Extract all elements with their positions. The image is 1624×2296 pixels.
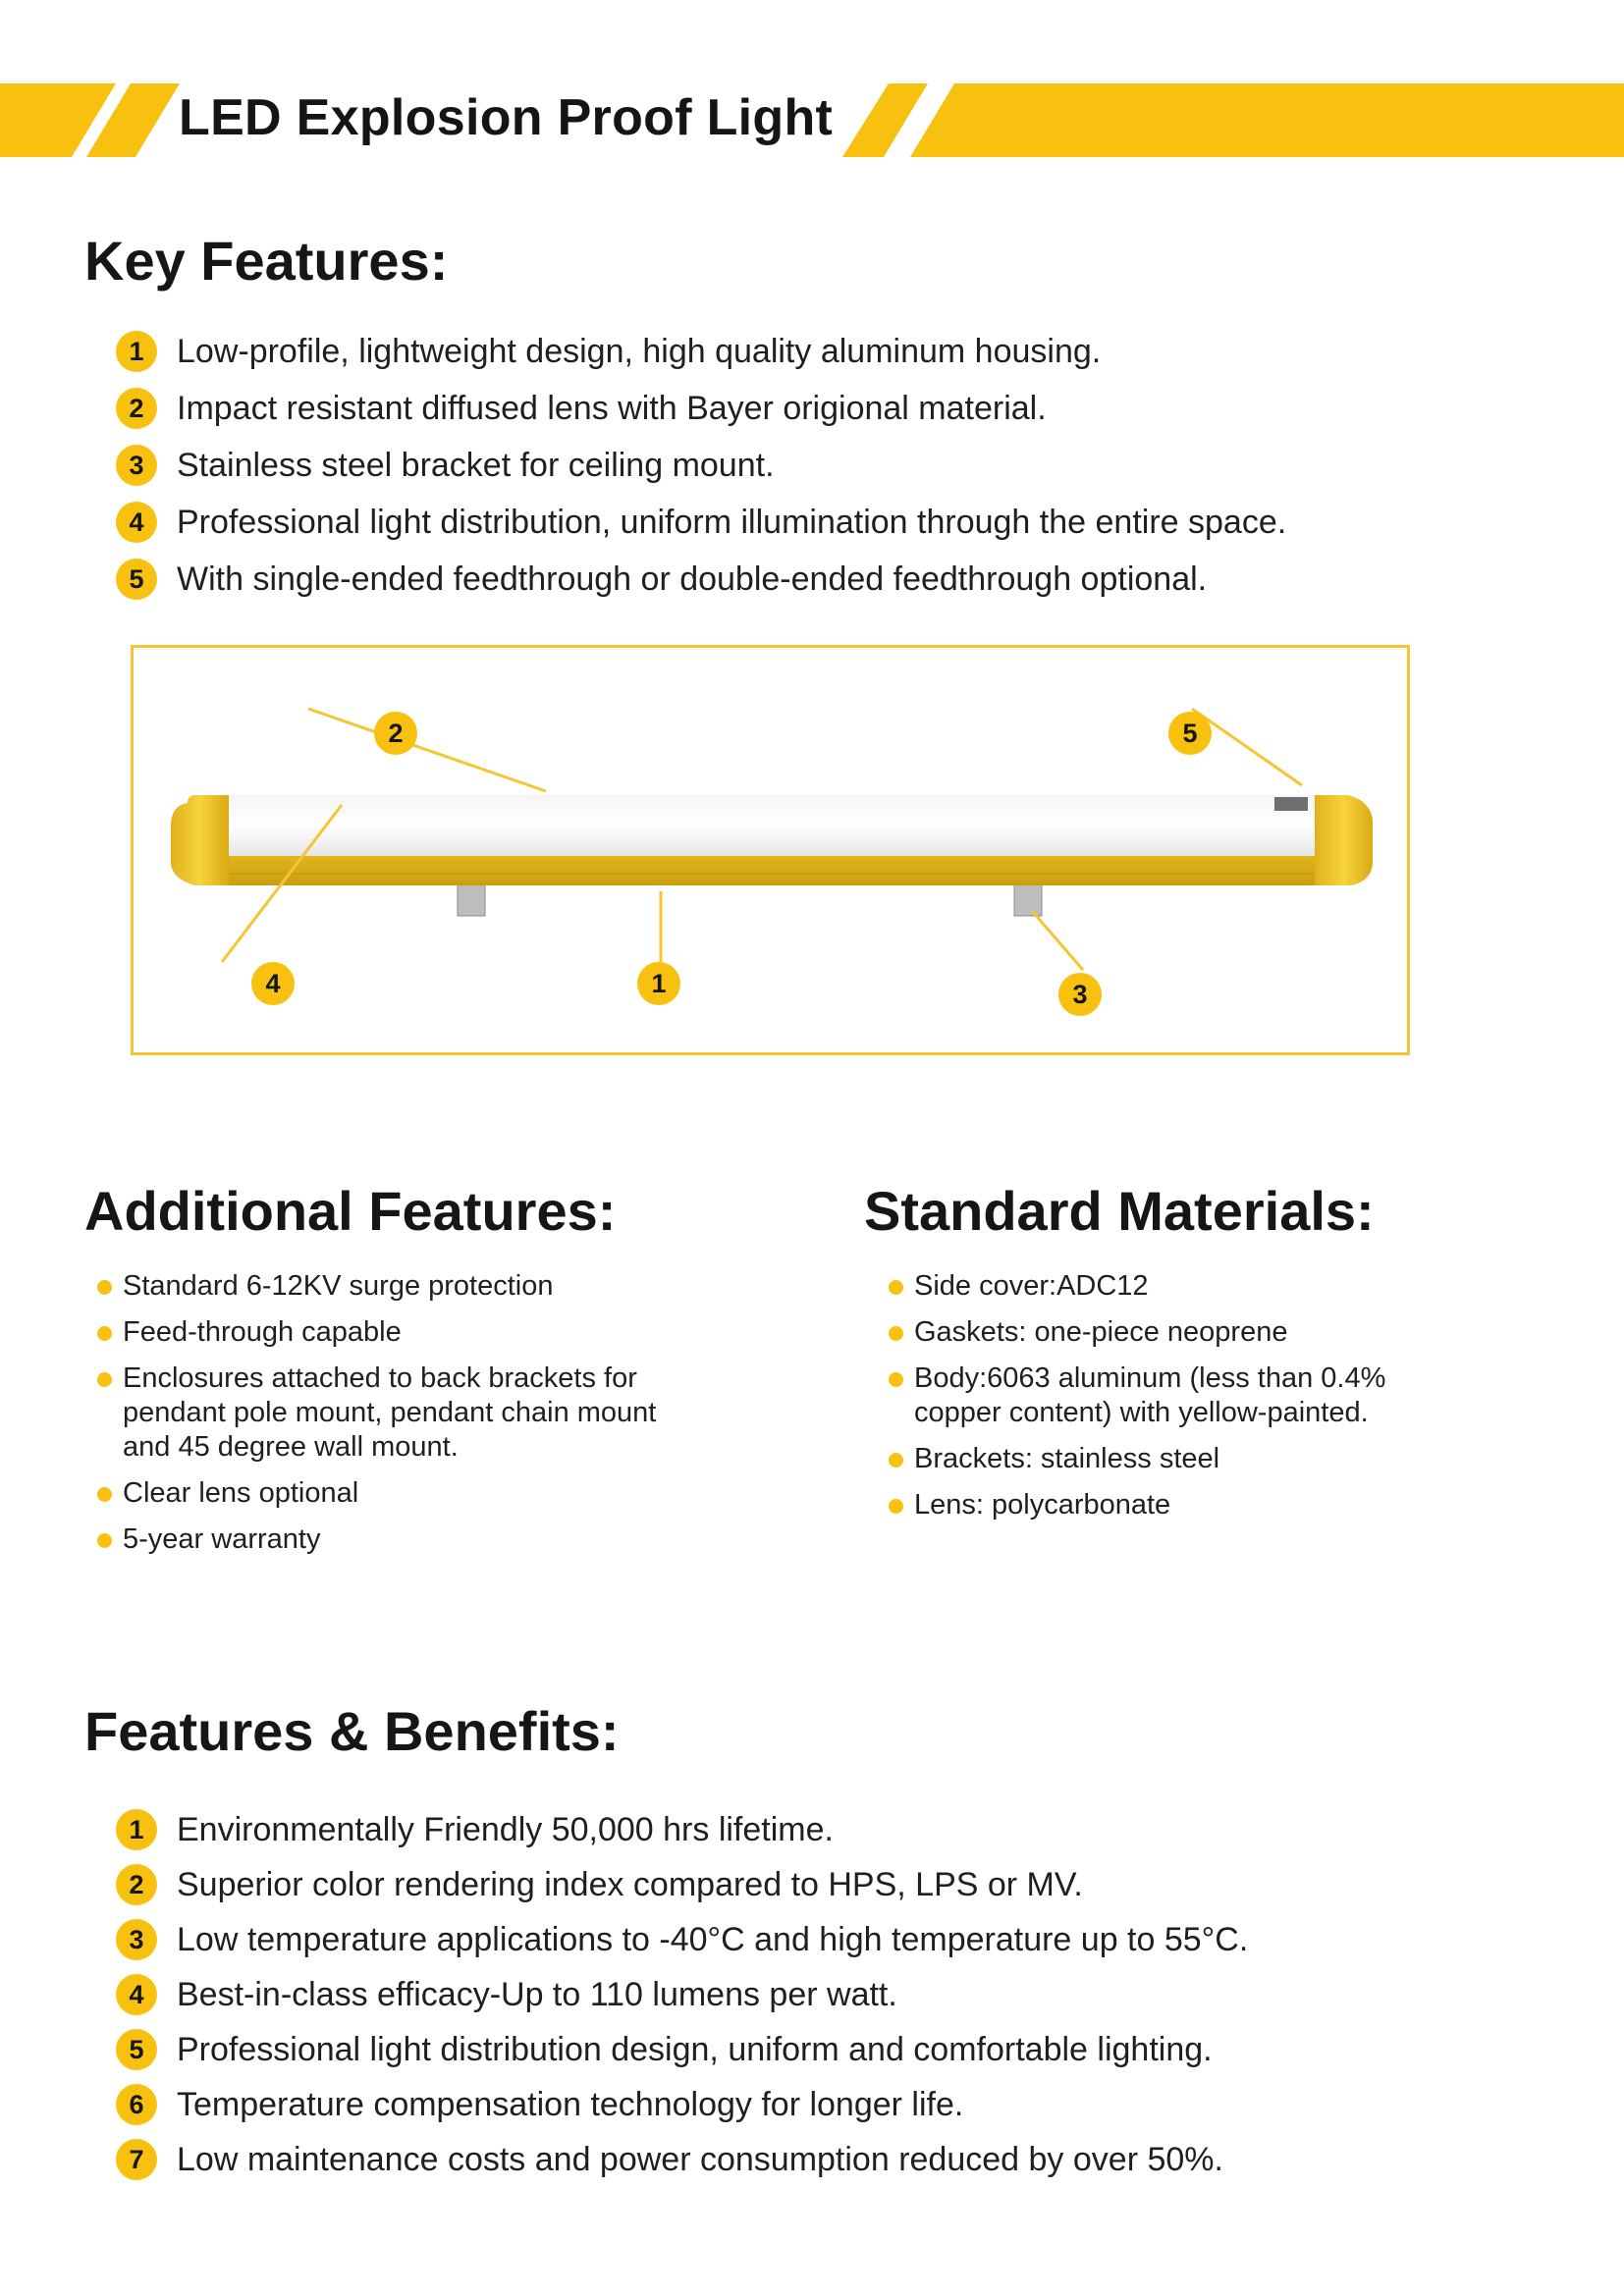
bullet-dot [97,1326,112,1341]
bullet-dot [889,1372,903,1387]
callout-4: 4 [251,962,295,1005]
material-item: Brackets: stainless steel [889,1442,1438,1476]
benefit-item [116,1802,1248,1857]
number-badge: 5 [116,2029,157,2070]
key-features-list [116,323,1286,608]
additional-feature-item: Standard 6-12KV surge protection [97,1269,686,1304]
key-feature-text: With single-ended feedthrough or double-ended feedthrough optional. [177,560,1208,598]
additional-feature-item: Feed-through capable [97,1315,686,1350]
standard-materials-list [889,1269,1438,1534]
number-badge: 6 [116,2084,157,2125]
benefit-text: Superior color rendering index compared to HPS, LPS or MV. [177,1865,1083,1903]
key-feature-text: Low-profile, lightweight design, high quality aluminum housing. [177,332,1102,370]
benefit-text: Low temperature applications to -40°C and high temperature up to 55°C. [177,1920,1249,1958]
benefit-item [116,2132,1248,2187]
benefit-text: Temperature compensation technology for longer life. [177,2085,964,2123]
key-feature-text: Professional light distribution, uniform illumination through the entire space. [177,503,1287,541]
number-badge: 4 [116,502,157,543]
callout-1: 1 [637,962,680,1005]
additional-features-heading: Additional Features: [84,1180,617,1242]
number-badge: 1 [116,1809,157,1850]
benefit-text: Environmentally Friendly 50,000 hrs lifetime. [177,1810,834,1848]
additional-feature-item: Clear lens optional [97,1476,686,1511]
key-feature-item [116,437,1286,494]
number-badge: 2 [116,1864,157,1905]
bullet-dot [97,1533,112,1548]
number-badge: 7 [116,2139,157,2180]
key-feature-item [116,380,1286,437]
number-badge: 5 [116,559,157,600]
benefit-item [116,1967,1248,2022]
key-feature-item [116,494,1286,551]
additional-feature-item: 5-year warranty [97,1522,686,1557]
benefit-item [116,1857,1248,1912]
material-item: Gaskets: one-piece neoprene [889,1315,1438,1350]
product-diagram [131,645,1410,1055]
standard-materials-heading: Standard Materials: [864,1180,1375,1242]
key-feature-text: Impact resistant diffused lens with Bayer origional material. [177,389,1047,427]
key-feature-text: Stainless steel bracket for ceiling mount. [177,446,775,484]
bullet-dot [889,1453,903,1468]
benefit-text: Low maintenance costs and power consumption reduced by over 50%. [177,2140,1223,2178]
features-benefits-list [116,1802,1248,2187]
additional-feature-item: Enclosures attached to back brackets for pendant pole mount, pendant chain mount and 45 degree wall mount. [97,1362,686,1465]
benefit-text: Professional light distribution design, uniform and comfortable lighting. [177,2030,1213,2068]
page-title: LED Explosion Proof Light [179,89,834,146]
callout-3: 3 [1058,973,1102,1016]
bullet-dot [97,1372,112,1387]
number-badge: 3 [116,445,157,486]
callout-2: 2 [374,712,417,755]
light-fixture-illustration [134,648,1407,1052]
additional-features-list [97,1269,686,1569]
bullet-dot [889,1326,903,1341]
benefit-item [116,1912,1248,1967]
features-benefits-heading: Features & Benefits: [84,1700,620,1762]
benefit-text: Best-in-class efficacy-Up to 110 lumens per watt. [177,1975,897,2013]
key-features-heading: Key Features: [84,230,449,292]
material-item: Side cover:ADC12 [889,1269,1438,1304]
benefit-item [116,2022,1248,2077]
number-badge: 2 [116,388,157,429]
material-item: Body:6063 aluminum (less than 0.4% copper content) with yellow-painted. [889,1362,1438,1430]
bullet-dot [97,1487,112,1502]
number-badge: 4 [116,1974,157,2015]
callout-5: 5 [1168,712,1212,755]
bullet-dot [889,1280,903,1295]
key-feature-item [116,551,1286,608]
bullet-dot [97,1280,112,1295]
number-badge: 3 [116,1919,157,1960]
number-badge: 1 [116,331,157,372]
key-feature-item [116,323,1286,380]
benefit-item [116,2077,1248,2132]
bullet-dot [889,1499,903,1514]
material-item: Lens: polycarbonate [889,1488,1438,1522]
